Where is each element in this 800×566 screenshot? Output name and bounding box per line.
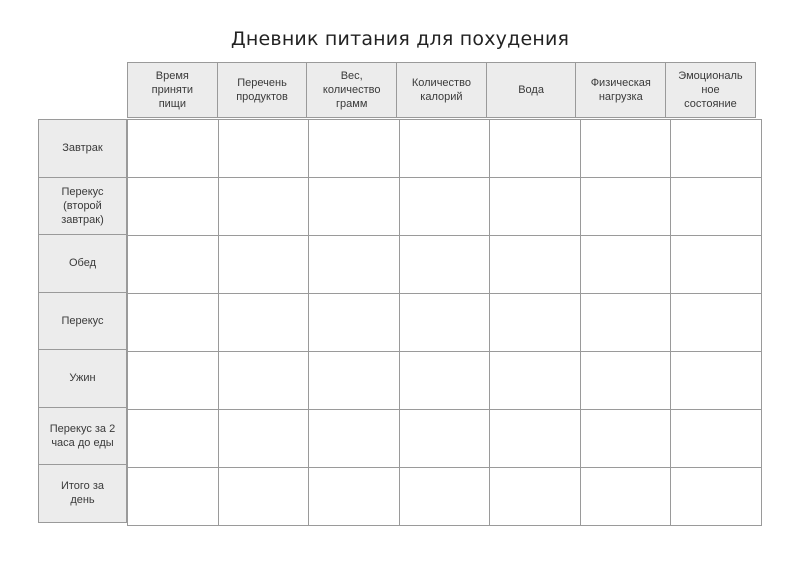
table-cell bbox=[490, 178, 581, 236]
table-cell bbox=[128, 178, 219, 236]
table-cell bbox=[309, 294, 400, 352]
table-cell bbox=[128, 236, 219, 294]
table-header-row bbox=[127, 62, 762, 118]
row-label-breakfast: Завтрак bbox=[38, 119, 127, 178]
table-cell bbox=[581, 236, 672, 294]
row-label-daily-total: Итого за день bbox=[38, 464, 127, 523]
column-header-emotional-state: Эмоциональ ное состояние bbox=[665, 62, 756, 118]
table-cell bbox=[490, 236, 581, 294]
table-cell bbox=[219, 468, 310, 526]
table-cell bbox=[128, 410, 219, 468]
table-cell bbox=[490, 352, 581, 410]
row-label-lunch: Обед bbox=[38, 234, 127, 293]
table-cell bbox=[309, 410, 400, 468]
table-cell bbox=[309, 352, 400, 410]
table-cell bbox=[400, 178, 491, 236]
table-cell bbox=[671, 236, 762, 294]
table-cell bbox=[581, 178, 672, 236]
table-cell bbox=[400, 294, 491, 352]
table-cell bbox=[581, 468, 672, 526]
table-cell bbox=[219, 120, 310, 178]
table-cell bbox=[309, 120, 400, 178]
table-cell bbox=[128, 120, 219, 178]
table-cell bbox=[581, 410, 672, 468]
table-cell bbox=[400, 236, 491, 294]
row-label-snack: Перекус bbox=[38, 292, 127, 351]
row-label-dinner: Ужин bbox=[38, 349, 127, 408]
table-cell bbox=[581, 120, 672, 178]
table-cell bbox=[400, 352, 491, 410]
table-cell bbox=[490, 120, 581, 178]
table-cell bbox=[309, 178, 400, 236]
column-header-water: Вода bbox=[486, 62, 577, 118]
table-cell bbox=[219, 352, 310, 410]
row-label-snack-second-breakfast: Перекус (второй завтрак) bbox=[38, 177, 127, 236]
table-cell bbox=[128, 352, 219, 410]
column-header-weight: Вес, количество грамм bbox=[306, 62, 397, 118]
column-header-products: Перечень продуктов bbox=[217, 62, 308, 118]
table-cell bbox=[400, 468, 491, 526]
table-body-grid bbox=[127, 119, 762, 526]
table-cell bbox=[671, 178, 762, 236]
table-cell bbox=[219, 236, 310, 294]
table-cell bbox=[128, 468, 219, 526]
table-cell bbox=[219, 178, 310, 236]
table-cell bbox=[490, 468, 581, 526]
table-cell bbox=[309, 236, 400, 294]
table-row-labels bbox=[38, 119, 127, 522]
table-cell bbox=[671, 468, 762, 526]
table-cell bbox=[671, 294, 762, 352]
table-cell bbox=[671, 410, 762, 468]
table-cell bbox=[581, 352, 672, 410]
table-cell bbox=[400, 410, 491, 468]
table-cell bbox=[219, 294, 310, 352]
table-cell bbox=[400, 120, 491, 178]
column-header-exercise: Физическая нагрузка bbox=[575, 62, 666, 118]
table-cell bbox=[581, 294, 672, 352]
table-cell bbox=[671, 352, 762, 410]
row-label-late-snack: Перекус за 2 часа до еды bbox=[38, 407, 127, 466]
table-cell bbox=[490, 294, 581, 352]
table-cell bbox=[219, 410, 310, 468]
table-cell bbox=[309, 468, 400, 526]
column-header-calories: Количество калорий bbox=[396, 62, 487, 118]
column-header-meal-time: Время приняти пищи bbox=[127, 62, 218, 118]
table-cell bbox=[671, 120, 762, 178]
page-title: Дневник питания для похудения bbox=[230, 28, 570, 50]
table-cell bbox=[128, 294, 219, 352]
table-cell bbox=[490, 410, 581, 468]
